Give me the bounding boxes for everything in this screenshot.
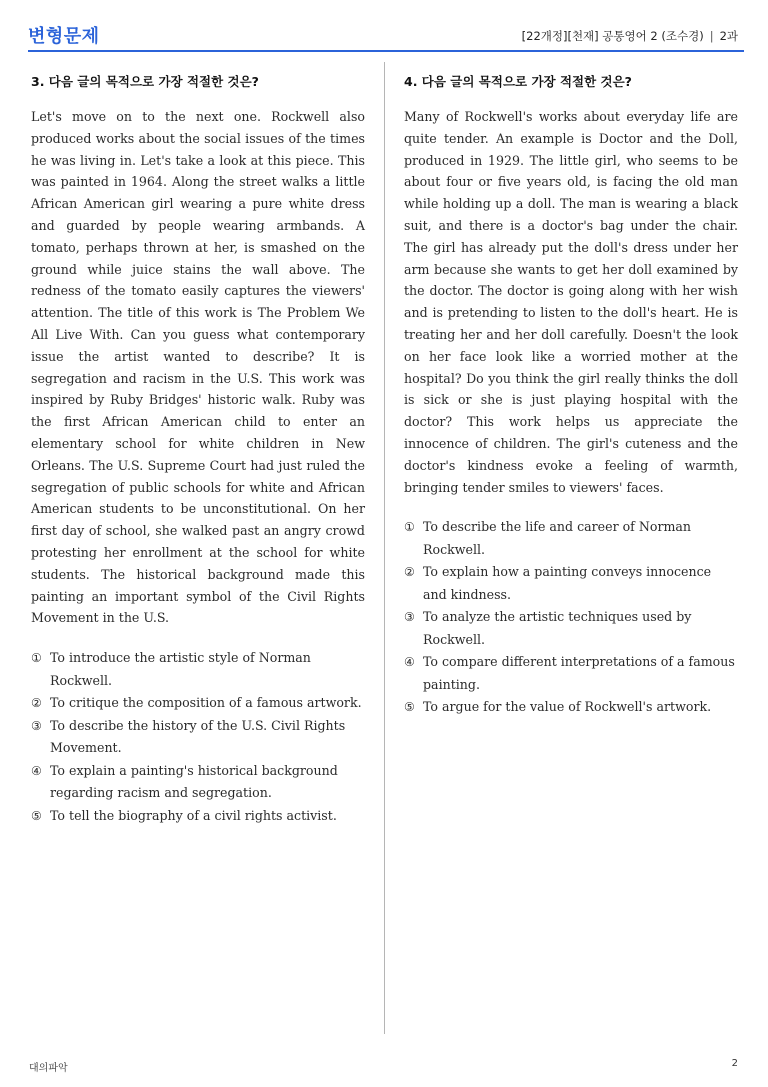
- option-number: ⑤: [31, 808, 42, 823]
- question-title: 4. 다음 글의 목적으로 가장 적절한 것은?: [404, 74, 632, 89]
- option-text: To introduce the artistic style of Norman Rockwell.: [50, 650, 311, 688]
- question-title: 3. 다음 글의 목적으로 가장 적절한 것은?: [31, 74, 259, 89]
- option-number: ②: [31, 696, 42, 711]
- option-text: To explain how a painting conveys innocence and kindness.: [423, 564, 712, 602]
- answer-option[interactable]: [31, 805, 365, 828]
- page-number: 2: [731, 1058, 738, 1069]
- answer-option[interactable]: [404, 696, 738, 719]
- question-3: [31, 72, 365, 827]
- footer-category: 대의파악: [29, 1063, 68, 1074]
- option-text: To describe the history of the U.S. Civil Rights Movement.: [50, 717, 346, 756]
- answer-option[interactable]: [31, 760, 365, 805]
- option-text: To argue for the value of Rockwell's artwork.: [423, 699, 712, 715]
- option-text: To tell the biography of a civil rights activist.: [50, 807, 337, 823]
- answer-option[interactable]: [404, 516, 738, 561]
- page-header: [28, 18, 744, 52]
- option-number: ①: [31, 651, 42, 666]
- page-title: 변형문제: [28, 26, 100, 47]
- lesson-label: 2과: [719, 29, 738, 43]
- answer-options: [404, 516, 738, 719]
- option-text: To explain a painting's historical background regarding racism and segregation.: [50, 762, 338, 801]
- column-divider: [384, 62, 385, 1034]
- answer-option[interactable]: [31, 715, 365, 760]
- header-separator: |: [709, 29, 714, 43]
- option-number: ④: [404, 655, 415, 670]
- answer-options: [31, 647, 365, 827]
- answer-option[interactable]: [31, 647, 365, 692]
- option-number: ⑤: [404, 700, 415, 715]
- option-text: To describe the life and career of Norman Rockwell.: [423, 519, 692, 557]
- option-text: To analyze the artistic techniques used by Rockwell.: [423, 609, 692, 647]
- option-number: ③: [404, 610, 415, 625]
- option-text: To compare different interpretations of a famous painting.: [423, 654, 735, 692]
- answer-option[interactable]: [404, 606, 738, 651]
- option-text: To critique the composition of a famous artwork.: [50, 695, 362, 711]
- answer-option[interactable]: [404, 651, 738, 696]
- option-number: ②: [404, 565, 415, 580]
- answer-option[interactable]: [31, 692, 365, 715]
- question-4: [404, 72, 738, 719]
- option-number: ④: [31, 763, 42, 778]
- option-number: ③: [31, 718, 42, 733]
- question-passage: Many of Rockwell's works about everyday life are quite tender. An example is Doctor and the Doll, produced in 1929. The little girl, who seems to be about four or five years old, is facing the old man while holding up a doll. The man is wearing a black suit, and there is a doctor's bag under the chair. The girl has already put the doll's dress under her arm because she wants to get her doll examined by the doctor. The doctor is going along with her wish and is pretending to listen to the doll's heart. He is treating her and her doll carefully. Doesn't the look on her face look like a worried mother at the hospital? Do you think the girl really thinks the doll is sick or she is just playing hospital with the doctor? This work helps us appreciate the innocence of children. The girl's cuteness and the doctor's kindness evoke a feeling of warmth, bringing tender smiles to viewers' faces.: [404, 109, 738, 495]
- header-course-info: [522, 28, 738, 44]
- course-name: [22개정][천재] 공통영어 2 (조수경): [521, 29, 704, 43]
- answer-option[interactable]: [404, 561, 738, 606]
- question-passage: Let's move on to the next one. Rockwell also produced works about the social issues of the times he was living in. Let's take a look at this piece. This was painted in 1964. Along the street walks a little African American girl wearing a pure white dress and guarded by people wearing armbands. A tomato, perhaps thrown at her, is smashed on the ground while juice stains the wall above. The redness of the tomato easily captures the viewers' attention. The title of this work is The Problem We All Live With. Can you guess what contemporary issue the artist wanted to describe? It is segregation and racism in the U.S. This work was inspired by Ruby Bridges' historic walk. Ruby was the first African American child to enter an elementary school for white children in New Orleans. The U.S. Supreme Court had just ruled the segregation of public schools for white and African American students to be unconstitutional. On her first day of school, she walked past an angry crowd protesting her enrollment at the school for white students. The historical background made this painting an important symbol of the Civil Rights Movement in the U.S.: [31, 109, 365, 626]
- option-number: ①: [404, 520, 415, 535]
